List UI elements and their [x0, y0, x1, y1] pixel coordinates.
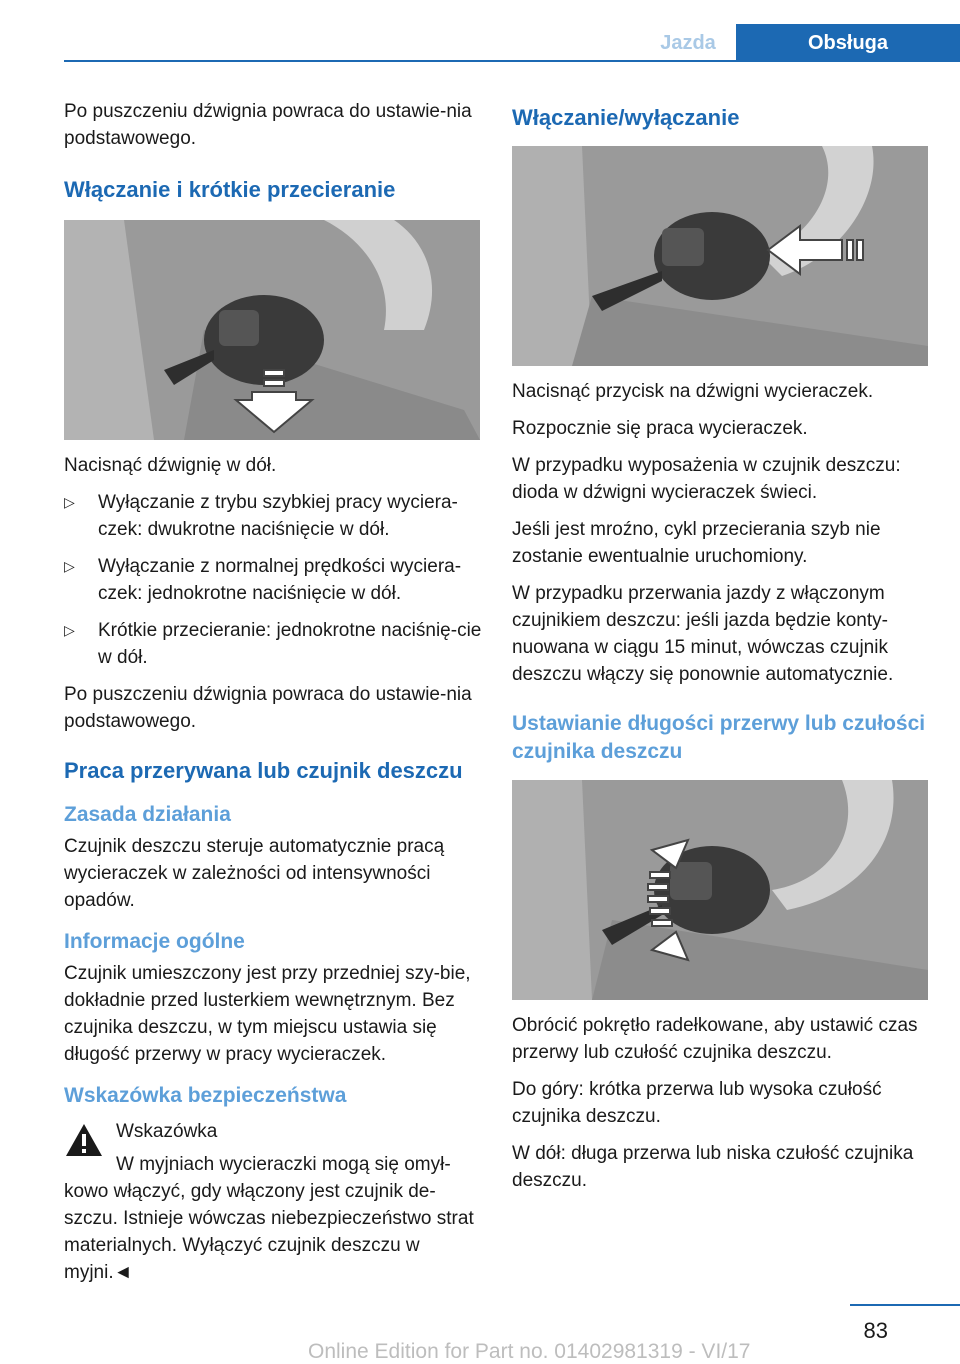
tab-jazda[interactable]: Jazda [640, 24, 736, 62]
triangle-bullet-icon: ▷ [64, 622, 75, 638]
heading-on-off: Włączanie/wyłączanie [512, 105, 740, 130]
figure-knurled-wheel [512, 780, 928, 1000]
paragraph-press-button: Nacisnąć przycisk na dźwigni wycieraczek. [512, 381, 874, 402]
paragraph-up: Do góry: krótka przerwa lub wysoka czułość czujnika deszczu. [512, 1079, 882, 1127]
paragraph-release-lever-2: Po puszczeniu dźwignia powraca do ustawie‐nia podstawowego. [64, 684, 472, 732]
list-item: ▷ Krótkie przecieranie: jednokrotne naciśnię‐cie w dół. [64, 617, 482, 671]
heading-interval-rain-sensor: Praca przerywana lub czujnik deszczu [64, 758, 463, 783]
paragraph-frost: Jeśli jest mroźno, cykl przecierania szyb nie zostanie ewentualnie uruchomiony. [512, 519, 881, 567]
paragraph-press-down: Nacisnąć dźwignię w dół. [64, 455, 277, 476]
paragraph-start-wiping: Rozpocznie się praca wycieraczek. [512, 418, 808, 439]
paragraph-principle: Czujnik deszczu steruje automatycznie pracą wycieraczek w zależności od intensywności opadów. [64, 836, 445, 911]
heading-adjust-interval: Ustawianie długości przerwy lub czułości czujnika deszczu [512, 712, 926, 763]
warning-block [64, 1118, 482, 1286]
left-column [64, 98, 482, 1296]
footer-rule [850, 1304, 960, 1306]
heading-switch-short-wipe: Włączanie i krótkie przecieranie [64, 177, 396, 202]
paragraph-general-info: Czujnik umieszczony jest przy przedniej szy‐bie, dokładnie przed lusterkiem wewnętrznym. Bez czujnika deszczu, w tym miejscu ustawia się długość przerwy w pracy wycieraczek. [64, 963, 471, 1065]
paragraph-turn-wheel: Obrócić pokrętło radełkowane, aby ustawić czas przerwy lub czułość czujnika deszczu. [512, 1015, 918, 1063]
list-item: ▷ Wyłączanie z trybu szybkiej pracy wyciera‐czek: dwukrotne naciśnięcie w dół. [64, 489, 482, 543]
right-column [512, 98, 930, 1204]
triangle-bullet-icon: ▷ [64, 494, 75, 510]
heading-safety-note: Wskazówka bezpieczeństwa [64, 1084, 347, 1107]
warning-text: W myjniach wycieraczki mogą się omył‐kowo włączyć, gdy włączony jest czujnik de‐szczu. Istnieje wówczas niebezpieczeństwo strat materialnych. Wyłączyć czujnik deszczu w myjni.◄ [64, 1154, 474, 1283]
paragraph-interruption: W przypadku przerwania jazdy z włączonym czujnikiem deszczu: jeśli jazda będzie konty‐nuowana w ciągu 15 minut, wówczas czujnik deszczu włączy się ponownie automatycznie. [512, 583, 894, 685]
bullet-list [64, 489, 482, 671]
paragraph-down: W dół: długa przerwa lub niska czułość czujnika deszczu. [512, 1143, 914, 1191]
warning-triangle-icon [64, 1122, 104, 1158]
page-number: 83 [863, 1318, 888, 1343]
edition-watermark: Online Edition for Part no. 01402981319 - VI/17 [308, 1340, 751, 1363]
tab-obsluga[interactable]: Obsługa [736, 24, 960, 62]
heading-principle: Zasada działania [64, 803, 231, 826]
paragraph-release-lever: Po puszczeniu dźwignia powraca do ustawie‐nia podstawowego. [64, 101, 472, 149]
triangle-bullet-icon: ▷ [64, 558, 75, 574]
figure-lever-press-down [64, 220, 480, 440]
header-rule [64, 60, 960, 62]
warning-title: Wskazówka [116, 1121, 218, 1142]
list-item: ▷ Wyłączanie z normalnej prędkości wyciera‐czek: jednokrotne naciśnięcie w dół. [64, 553, 482, 607]
figure-lever-press-button [512, 146, 928, 366]
paragraph-led: W przypadku wyposażenia w czujnik deszczu: dioda w dźwigni wycieraczek świeci. [512, 455, 901, 503]
heading-general-info: Informacje ogólne [64, 930, 245, 953]
